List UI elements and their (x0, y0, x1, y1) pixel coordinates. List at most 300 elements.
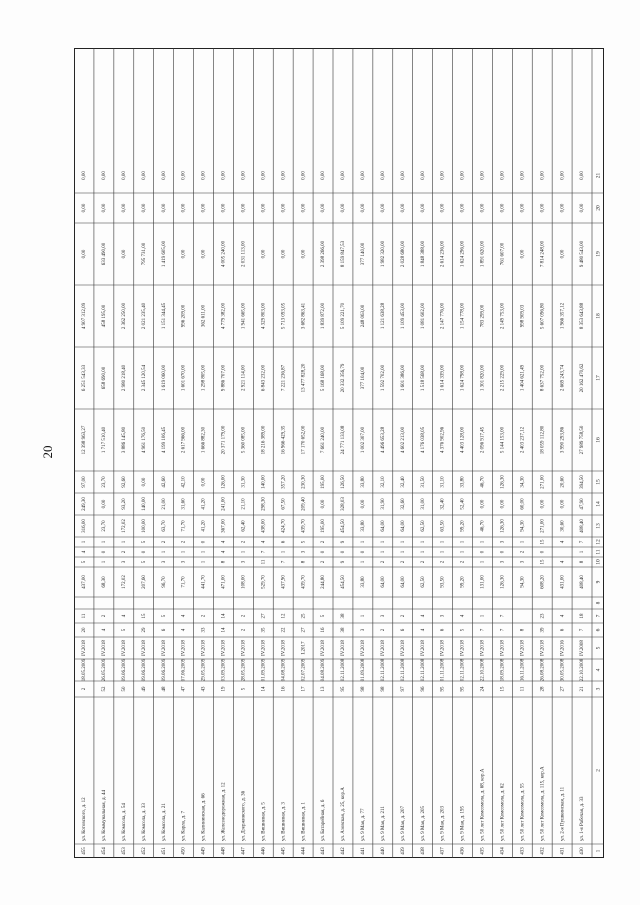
table-cell: 1 (440, 540, 446, 544)
table-cell: 2 (400, 560, 406, 564)
table-cell: 47 (181, 686, 187, 692)
table-cell: 0,00 (480, 203, 486, 213)
table-cell: 1 (460, 550, 466, 554)
table-cell: 62,50 (420, 576, 426, 588)
address-cell: ул. 2-я Пушкинская, д. 11 (560, 786, 566, 841)
table-cell: 2 (321, 540, 327, 544)
table-cell: 0,00 (440, 203, 446, 213)
table-cell: 0,00 (161, 171, 167, 180)
table-cell: 14 (221, 627, 227, 633)
table-cell: 126,50 (341, 475, 347, 489)
table-cell: 6 (400, 628, 406, 632)
address-cell: ул. Батарейная, д. 6 (321, 799, 327, 841)
table-cell: IV.2018 (500, 640, 506, 656)
table-cell: 1 966 357,12 (560, 302, 566, 330)
table-cell: 23,70 (102, 476, 108, 488)
table-cell: 22.10.2008 (480, 658, 486, 682)
table-cell: 18 059 112,80 (540, 425, 546, 455)
header-cell: 19 (595, 251, 602, 257)
table-cell: 6 843 232,00 (261, 364, 267, 392)
table-cell: 4 779 382,00 (221, 302, 227, 330)
table-cell: 15 (141, 613, 147, 619)
table-cell: 408,40 (580, 519, 586, 533)
table-cell: 357,20 (281, 475, 287, 489)
table-cell: 26.08.2008 (540, 658, 546, 682)
table-cell: 2 362 250,00 (121, 302, 127, 330)
table-cell: 0,00 (460, 203, 466, 213)
address-cell: ул. Вишневая, д. 3 (281, 802, 287, 841)
table-cell: 248 063,00 (361, 304, 367, 328)
table-cell: 3 990 293,86 (560, 426, 566, 454)
table-cell: 0,00 (261, 171, 267, 180)
header-cell: 17 (595, 375, 602, 381)
table-cell: 71,70 (181, 520, 187, 532)
table-cell: 0 (540, 550, 546, 554)
table-cell: 1 592 702,00 (380, 364, 386, 392)
table-cell: 1 (420, 540, 426, 544)
table-cell: 68,30 (102, 576, 108, 588)
table-cell: 1 (241, 550, 247, 554)
table-cell: 94,30 (520, 520, 526, 532)
table-cell: IV.2018 (82, 640, 88, 656)
table-cell: 31,30 (241, 476, 247, 488)
table-cell: 4 496 653,28 (380, 426, 386, 454)
table-cell: 0,00 (102, 499, 108, 509)
table-cell: 16 (281, 686, 287, 692)
table-cell: IV.2018 (341, 640, 347, 656)
table-cell: 0,00 (141, 171, 147, 180)
table-cell: 458 195,00 (102, 304, 108, 328)
table-cell: 2 (102, 614, 108, 618)
table-cell: 435 (480, 847, 486, 855)
table-cell: 455 (82, 847, 88, 855)
table-cell: 24 (480, 686, 486, 692)
table-cell: 1 (361, 560, 367, 564)
table-cell: 93,50 (440, 576, 446, 588)
address-cell: ул. 50 лет Комсомола, д. 68, кор.А (480, 768, 486, 841)
table-cell: 1 419 605,00 (161, 240, 167, 268)
table-cell: 23,70 (102, 520, 108, 532)
table-cell: 35 (261, 627, 267, 633)
table-cell: 2 (181, 540, 187, 544)
table-cell: 50 (121, 686, 127, 692)
table-cell: 761 607,00 (500, 242, 506, 266)
table-cell: 9 480 543,00 (580, 240, 586, 268)
table-cell: 2 921 114,00 (241, 364, 247, 392)
table-cell: 5 (460, 628, 466, 632)
table-cell: 1 614 339,00 (440, 364, 446, 392)
table-cell: 6 (281, 540, 287, 544)
table-cell: 0,00 (221, 171, 227, 180)
table-cell: 1 848 388,00 (420, 240, 426, 268)
table-cell: 3 (440, 614, 446, 618)
table-cell: 20 332 356,79 (341, 363, 347, 393)
table-cell: 52,40 (460, 498, 466, 510)
table-cell: 328,03 (341, 497, 347, 511)
table-cell: 0,00 (400, 171, 406, 180)
table-cell: 3 (500, 540, 506, 544)
table-cell: 31,60 (181, 498, 187, 510)
table-cell: 31,90 (380, 498, 386, 510)
table-cell: 4 199 106,45 (161, 426, 167, 454)
address-cell: ул. 9 Мая, д. 205 (420, 805, 426, 841)
header-cell: 4 (595, 668, 602, 672)
address-cell: ул. 50 лет Комсомола, д. 115, кор.А (540, 766, 546, 841)
table-cell: 0,00 (221, 203, 227, 213)
table-cell: 0,00 (181, 171, 187, 180)
table-cell: 02.07.2009 (301, 658, 307, 682)
table-cell: 377 140,00 (361, 242, 367, 266)
address-cell: ул. 9 Мая, д. 203 (440, 805, 446, 841)
table-cell: 4 602 213,00 (400, 426, 406, 454)
table-cell: IV.2018 (460, 640, 466, 656)
table-cell: 0,00 (321, 499, 327, 509)
table-cell: 0,00 (82, 203, 88, 213)
table-cell: 4 (221, 540, 227, 544)
address-cell: ул. Комсола, д. 54 (121, 803, 127, 841)
table-cell: IV.2018 (480, 640, 486, 656)
table-cell: 1 (281, 550, 287, 554)
table-cell: 5 360 085,00 (241, 426, 247, 454)
table-cell: 249,30 (82, 497, 88, 511)
table-cell: 0,00 (201, 203, 207, 213)
table-cell: 28 (540, 686, 546, 692)
table-cell: 15 (540, 539, 546, 545)
table-cell: 7 (580, 628, 586, 632)
table-cell: 13 (321, 686, 327, 692)
table-cell: 31,00 (420, 498, 426, 510)
table-cell: 430 (580, 847, 586, 855)
table-cell: 30.05.2008 (560, 658, 566, 682)
table-cell: 1 (82, 540, 88, 544)
table-cell: 795 731,00 (141, 242, 147, 266)
table-cell: 3 (161, 560, 167, 564)
table-cell: 1 (181, 550, 187, 554)
table-cell: 4 (181, 628, 187, 632)
table-cell: 0,00 (141, 203, 147, 213)
table-cell: 244,80 (321, 575, 327, 589)
table-cell: IV.2008 (580, 640, 586, 656)
table-cell: 42,10 (181, 476, 187, 488)
table-cell: 9 886 707,00 (221, 364, 227, 392)
table-cell: 8 353 643,88 (580, 302, 586, 330)
table-cell: 27 (560, 686, 566, 692)
table-cell: 09.06.2009 (161, 658, 167, 682)
table-cell: 0,00 (181, 203, 187, 213)
table-cell: 0,00 (400, 203, 406, 213)
table-cell: 04.08.2009 (321, 658, 327, 682)
page-number: 20 (40, 445, 55, 459)
table-cell: 2 (400, 614, 406, 618)
table-cell: 207,60 (141, 575, 147, 589)
table-cell: 98 (380, 686, 386, 692)
table-cell: 2 980 218,40 (121, 364, 127, 392)
header-cell: 13 (595, 523, 602, 529)
table-cell: 64,00 (400, 520, 406, 532)
table-cell: 0,00 (380, 171, 386, 180)
table-cell: 3 (241, 560, 247, 564)
table-cell: 38 (341, 613, 347, 619)
table-cell: 1 (480, 540, 486, 544)
table-cell: 1 (102, 560, 108, 564)
table-cell: 377 104,00 (361, 366, 367, 390)
table-cell: 126,00 (221, 475, 227, 489)
table-cell: 25 (301, 613, 307, 619)
table-cell: 0 (201, 540, 207, 544)
table-cell: 16 966 429,35 (281, 425, 287, 455)
table-cell: 5 (161, 614, 167, 618)
table-cell: 0,00 (500, 203, 506, 213)
table-cell: IV.2018 (221, 640, 227, 656)
table-cell: 394,50 (580, 475, 586, 489)
table-cell: 1 (201, 550, 207, 554)
address-cell: ул. 9 Мая, д. 211 (380, 806, 386, 841)
table-cell: 2 (440, 560, 446, 564)
table-cell: 41,20 (201, 498, 207, 510)
table-cell: 0,00 (82, 249, 88, 259)
table-cell: 99,20 (460, 576, 466, 588)
table-cell: 1 (161, 550, 167, 554)
table-cell: 1 (480, 560, 486, 564)
address-cell: ул. Коммунальная, д. 44 (102, 789, 108, 841)
table-cell: 15 (540, 559, 546, 565)
table-cell: 408,40 (580, 575, 586, 589)
table-cell: 2 031 113,00 (241, 240, 247, 268)
table-cell: 1 081 602,00 (420, 302, 426, 330)
table-cell: 18.09.2008 (500, 658, 506, 682)
table-cell: 172,02 (121, 575, 127, 589)
table-cell: 49 (141, 686, 147, 692)
table-cell: 2 614 236,00 (440, 240, 446, 268)
table-cell: 0,00 (520, 203, 526, 213)
table-cell: 5 (141, 560, 147, 564)
table-cell: 1 151 344,45 (161, 302, 167, 330)
table-cell: 1 (460, 540, 466, 544)
table-cell: 2 669 243,74 (560, 364, 566, 392)
table-cell: I.2017 (301, 641, 307, 655)
table-cell: 32,40 (400, 476, 406, 488)
table-cell: 02.11.2008 (460, 658, 466, 682)
table-cell: 2 (420, 560, 426, 564)
table-cell: IV.2018 (281, 640, 287, 656)
table-cell: 996 209,00 (181, 304, 187, 328)
table-cell: 3 886 145,80 (121, 426, 127, 454)
table-cell: 09.06.2009 (141, 658, 147, 682)
table-cell: 5 607 096,80 (540, 302, 546, 330)
table-cell: 447 (241, 847, 247, 855)
table-cell: 5 (301, 540, 307, 544)
table-cell: 230,30 (301, 475, 307, 489)
table-cell: 7 814 248,00 (540, 240, 546, 268)
table-cell: 529,70 (261, 575, 267, 589)
address-cell: ул. Железнодорожная, д. 12 (221, 782, 227, 841)
table-cell: IV.2018 (321, 640, 327, 656)
table-cell: 438,00 (261, 519, 267, 533)
table-cell: 195,00 (321, 519, 327, 533)
table-cell: 13 477 828,20 (301, 363, 307, 393)
address-cell: ул. 50 лет Комсомола, д. 55 (520, 783, 526, 841)
table-cell: 7 (480, 628, 486, 632)
table-cell: 17 (301, 686, 307, 692)
header-cell: 21 (595, 172, 602, 179)
table-cell: 2 403 237,12 (520, 426, 526, 454)
table-cell: 1 (480, 614, 486, 618)
table-cell: 445 (281, 847, 287, 855)
table-cell: 0,00 (500, 499, 506, 509)
table-cell: 1 619 060,00 (161, 364, 167, 392)
table-cell: IV.2018 (540, 640, 546, 656)
header-cell: 5 (595, 646, 602, 650)
table-cell: 0 (321, 550, 327, 554)
table-cell: 1 (520, 540, 526, 544)
table-cell: 1 109 453,00 (400, 302, 406, 330)
address-cell: ул. 50 лет Комсомола, д. 62 (500, 783, 506, 841)
table-cell: 450 (181, 847, 187, 855)
table-cell: 3 (520, 560, 526, 564)
table-cell: 8 637 752,00 (540, 364, 546, 392)
address-cell: ул. 1-я Рабочая, д. 33 (580, 796, 586, 841)
table-cell: 0,00 (460, 171, 466, 180)
table-cell: 2 147 776,00 (440, 302, 446, 330)
header-cell: 16 (595, 437, 602, 443)
table-cell: 140,00 (261, 475, 267, 489)
table-cell: 1 301 820,00 (480, 364, 486, 392)
table-cell: 298,30 (261, 497, 267, 511)
table-cell: 436 (460, 847, 466, 855)
table-cell: 0,00 (301, 203, 307, 213)
table-cell: 0 (102, 550, 108, 554)
table-cell: 2 (241, 628, 247, 632)
header-cell: 11 (595, 549, 602, 555)
table-cell: 63,70 (161, 520, 167, 532)
table-cell: IV.2018 (161, 640, 167, 656)
table-cell: 7 (500, 614, 506, 618)
table-cell: IV.2018 (361, 640, 367, 656)
table-cell: 4 (221, 550, 227, 554)
table-cell: IV.2018 (380, 640, 386, 656)
table-cell: 33,80 (460, 476, 466, 488)
address-cell: ул. Комсола, д. 21 (161, 803, 167, 841)
table-cell: 18.05.2009 (82, 658, 88, 682)
table-cell: 8 159 847,53 (341, 240, 347, 268)
table-cell: 12 (281, 613, 287, 619)
table-cell: 2 (520, 550, 526, 554)
table-cell: 33,80 (361, 520, 367, 532)
table-cell: 0,00 (500, 171, 506, 180)
table-cell: 442 (341, 847, 347, 855)
table-cell: 0,00 (201, 477, 207, 487)
table-cell: 0,00 (580, 203, 586, 213)
table-cell: 0,00 (361, 499, 367, 509)
header-cell: 9 (595, 580, 602, 584)
table-cell: 4 (102, 628, 108, 632)
table-cell: 2 (241, 614, 247, 618)
table-cell: 658 690,00 (102, 366, 108, 390)
table-cell: 2 (201, 614, 207, 618)
table-cell: 01.11.2008 (440, 658, 446, 682)
table-cell: 19 (221, 686, 227, 692)
table-cell: 471,00 (221, 575, 227, 589)
table-cell: 433 (520, 847, 526, 855)
table-cell: 6 251 543,33 (82, 364, 88, 392)
table-cell: 28.05.2009 (241, 658, 247, 682)
table-cell: 2 021 235,40 (141, 302, 147, 330)
table-cell: 2 028 680,00 (400, 240, 406, 268)
header-cell: 18 (595, 313, 602, 319)
table-cell: 22.10.2008 (580, 658, 586, 682)
table-cell: 3 (181, 560, 187, 564)
table-cell: 0,00 (121, 249, 127, 259)
table-cell: 04.08.2009 (281, 658, 287, 682)
table-cell: 0,00 (121, 171, 127, 180)
table-cell: 1 (400, 540, 406, 544)
table-cell: 3 (301, 550, 307, 554)
table-cell: 6 (560, 628, 566, 632)
table-cell: 64,00 (380, 576, 386, 588)
table-cell: 0,00 (102, 171, 108, 180)
table-cell: 16.11.2008 (520, 658, 526, 682)
table-cell: IV.2018 (121, 640, 127, 656)
table-cell: 2 096 917,45 (480, 426, 486, 454)
table-cell: 99,20 (460, 520, 466, 532)
table-cell: 47,90 (580, 498, 586, 510)
table-cell: 1 941 665,00 (241, 302, 247, 330)
table-cell: 31,50 (420, 476, 426, 488)
table-cell: 4 329 803,00 (261, 302, 267, 330)
table-cell: 34,30 (520, 476, 526, 488)
table-cell: 1 982 320,00 (380, 240, 386, 268)
table-cell: 0,00 (321, 171, 327, 180)
header-cell: 14 (595, 501, 602, 507)
table-cell: 1 601 670,00 (181, 364, 187, 392)
table-cell: 0,00 (261, 203, 267, 213)
table-cell: 5 713 093,05 (281, 302, 287, 330)
table-cell: 1 (400, 550, 406, 554)
table-cell: 1 891 620,00 (480, 240, 486, 268)
table-cell: 4 005 240,00 (221, 240, 227, 268)
table-cell: 1 (121, 540, 127, 544)
address-cell: ул. Калининская, д. 66 (201, 793, 207, 841)
table-cell: 3 (380, 614, 386, 618)
table-cell: 1 601 386,00 (400, 364, 406, 392)
table-cell: 1 (380, 540, 386, 544)
table-cell: 18 216 389,00 (261, 425, 267, 455)
table-cell: 441 (361, 847, 367, 855)
header-cell: 2 (595, 769, 602, 772)
address-cell: ул. Котовского, д. 12 (82, 797, 88, 841)
table-cell: 0,00 (341, 203, 347, 213)
table-cell: 0,00 (540, 499, 546, 509)
table-cell: 0,00 (321, 203, 327, 213)
table-cell: 01.09.2008 (361, 658, 367, 682)
table-cell: IV.2018 (102, 640, 108, 656)
table-cell: 424,70 (281, 519, 287, 533)
table-cell: 98 (361, 686, 367, 692)
table-cell: 4 (420, 614, 426, 618)
table-cell: 46,70 (480, 476, 486, 488)
table-cell: 1 121 638,28 (380, 302, 386, 330)
table-cell: 9 (341, 540, 347, 544)
table-cell: 271,00 (540, 475, 546, 489)
table-cell: 316,00 (82, 519, 88, 533)
table-cell: 367,00 (221, 519, 227, 533)
table-cell: 1 839 872,00 (321, 302, 327, 330)
table-cell: 451 (161, 847, 167, 855)
table-cell: 4 (181, 614, 187, 618)
table-cell: IV.2018 (520, 640, 526, 656)
table-cell: 63,50 (440, 520, 446, 532)
table-cell: 92,60 (121, 476, 127, 488)
